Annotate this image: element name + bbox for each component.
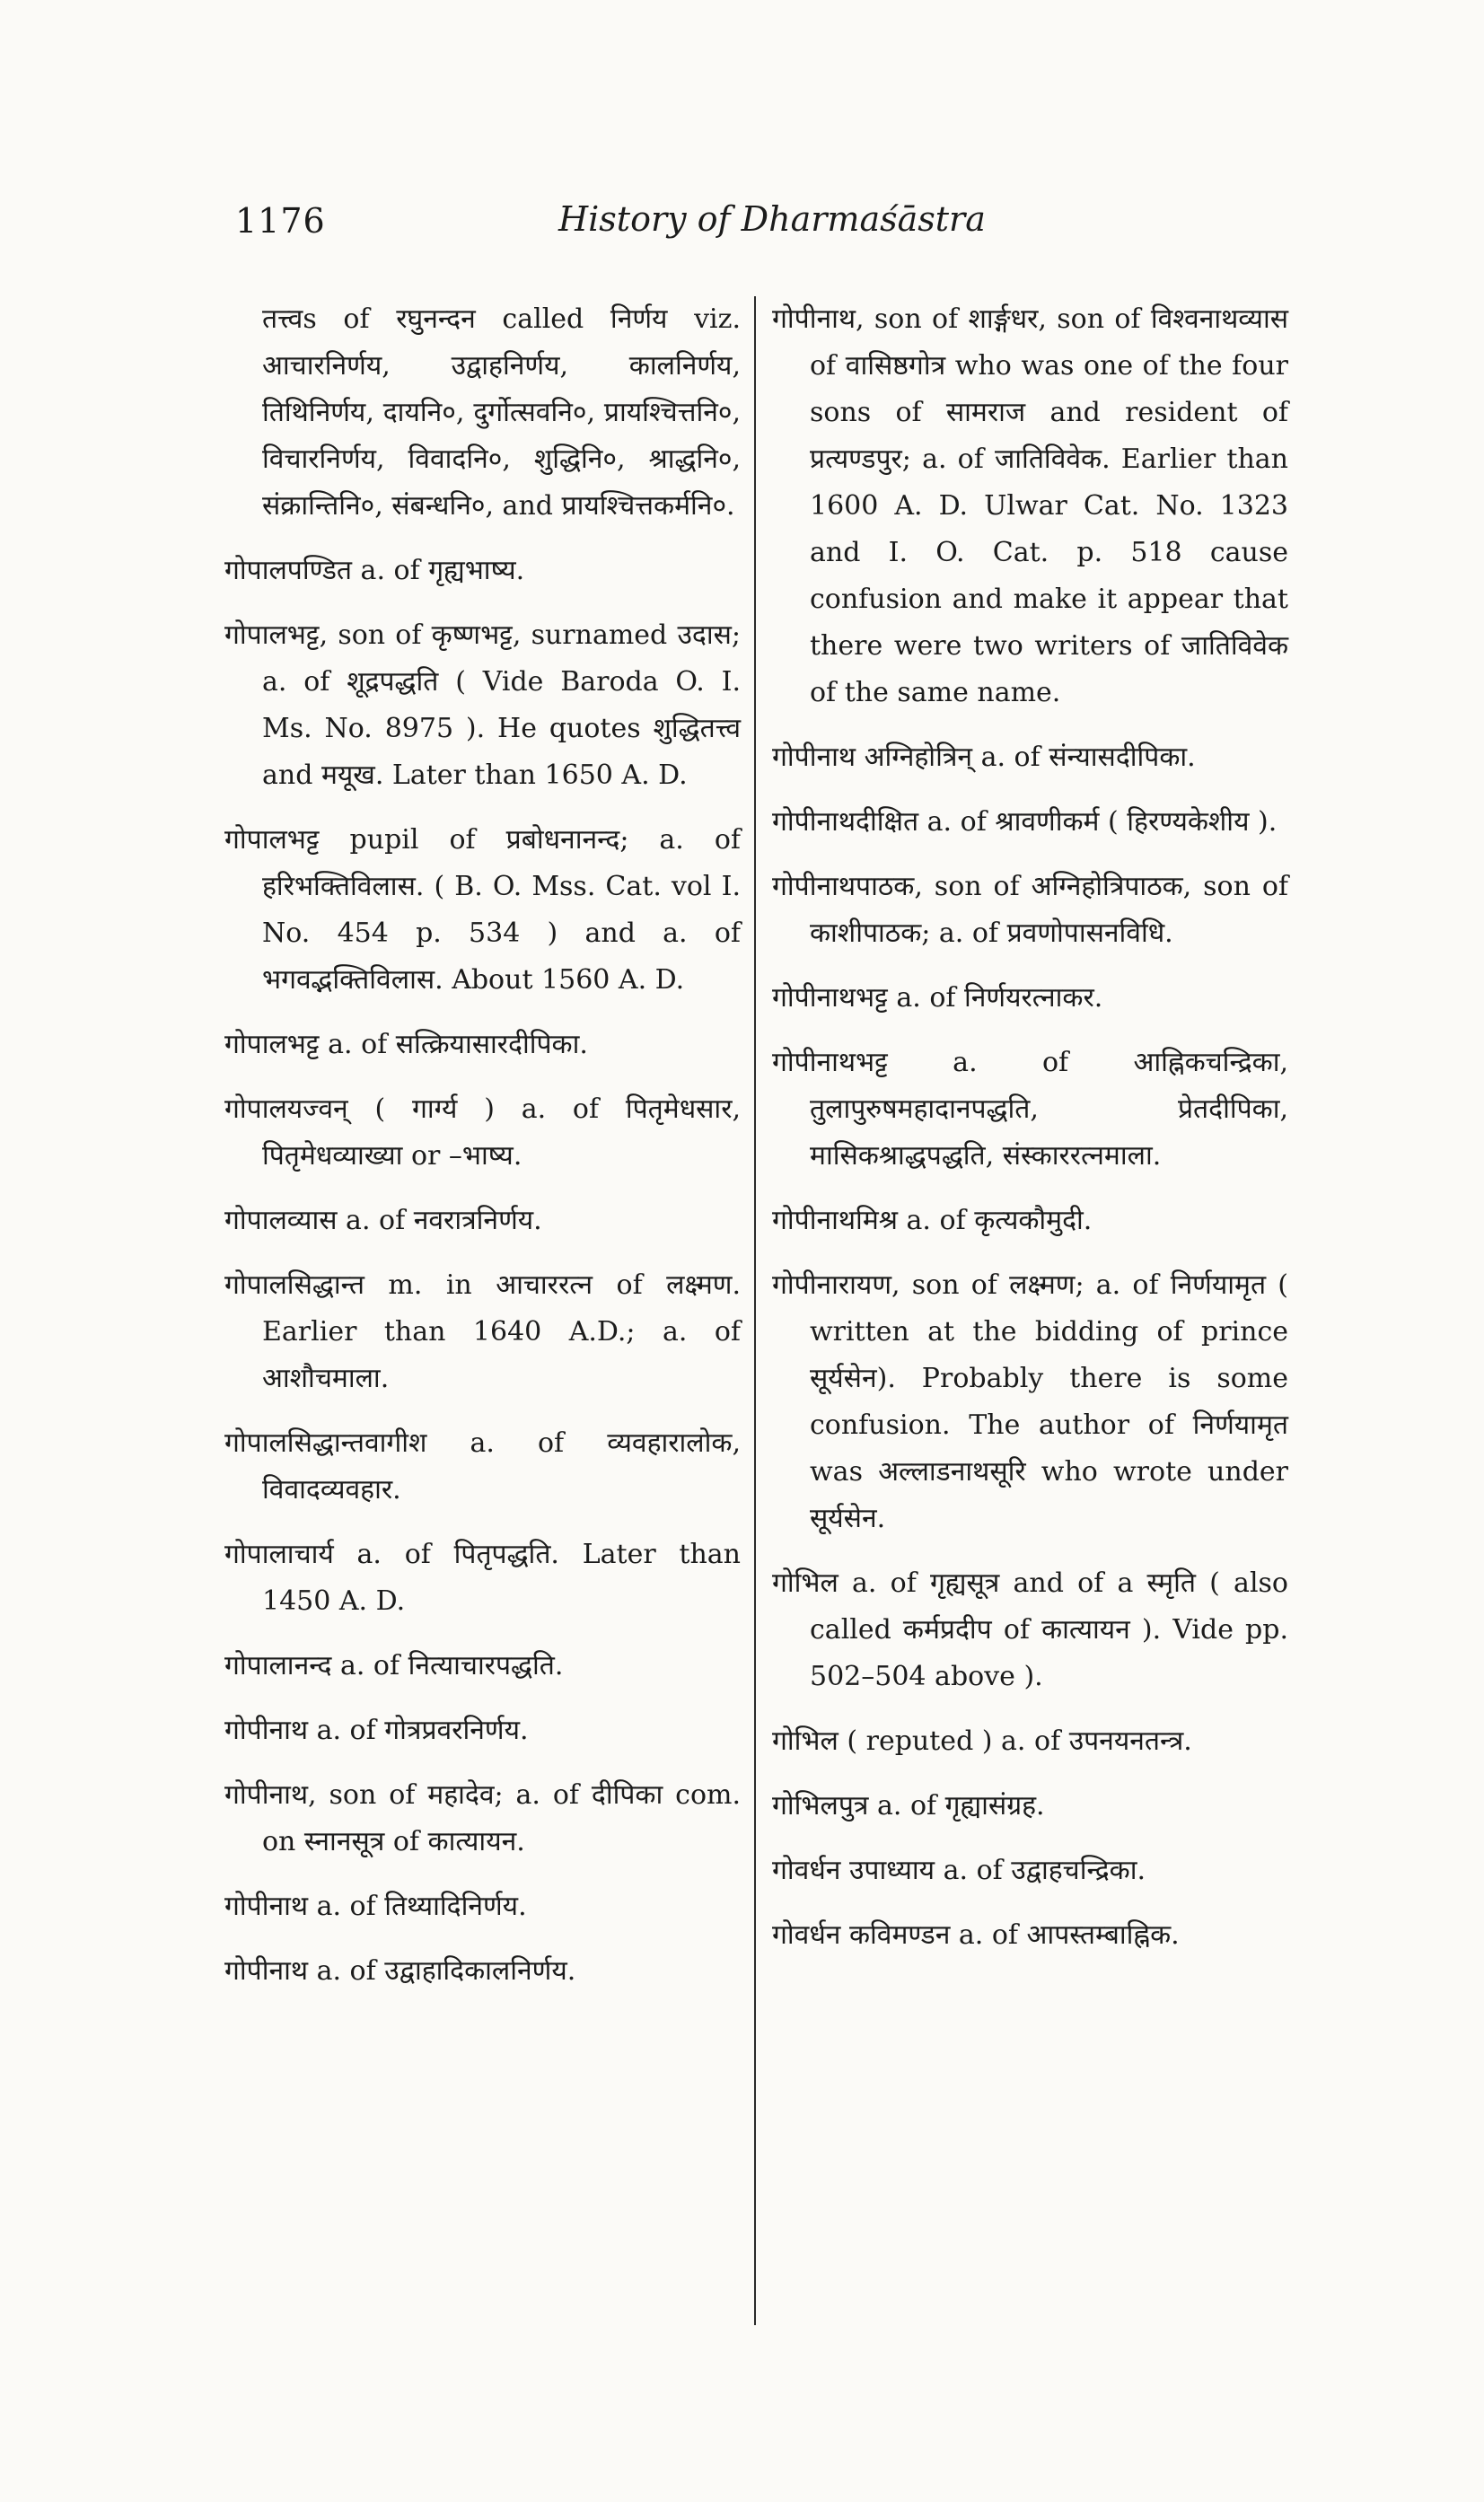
column-divider <box>754 296 756 2325</box>
entry: गोपालभट्ट a. of सत्क्रियासारदीपिका. <box>224 1029 588 1060</box>
left-column <box>224 296 741 2013</box>
running-title: History of Dharmaśāstra <box>558 199 986 239</box>
entry: गोपालव्यास a. of नवरात्रनिर्णय. <box>224 1205 542 1236</box>
entry: गोपालसिद्धान्तवागीश a. of व्यवहारालोक, विवादव्यवहार. <box>224 1427 741 1506</box>
entry: गोपालपण्डित a. of गृह्यभाष्य. <box>224 555 525 586</box>
entry: गोपालभट्ट pupil of प्रबोधनानन्द; a. of हरिभक्तिविलास. ( B. O. Mss. Cat. vol I. No. 454 p. 534 ) and a. of भगवद्भक्तिविलास. About 1560 A. D. <box>224 824 741 996</box>
entry: गोवर्धन उपाध्याय a. of उद्वाहचन्द्रिका. <box>772 1855 1146 1886</box>
entry: गोपीनाथमिश्र a. of कृत्यकौमुदी. <box>772 1205 1093 1236</box>
page-number: 1176 <box>235 201 326 241</box>
entry: गोपीनाथ a. of उद्वाहादिकालनिर्णय. <box>224 1955 576 1987</box>
entry: गोभिलपुत्र a. of गृह्यासंग्रह. <box>772 1790 1045 1822</box>
entry: गोपीनाथदीक्षित a. of श्रावणीकर्म ( हिरण्यकेशीय ). <box>772 806 1278 838</box>
entry: गोपीनाथभट्ट a. of निर्णयरत्नाकर. <box>772 982 1103 1014</box>
entry: गोपीनाथ, son of महादेव; a. of दीपिका com. on स्नानसूत्र of कात्यायन. <box>224 1779 741 1857</box>
entry: गोपीनाथ a. of गोत्रप्रवरनिर्णय. <box>224 1715 529 1746</box>
entry: गोपीनाथ a. of तिथ्यादिनिर्णय. <box>224 1891 527 1922</box>
entry: गोभिल a. of गृह्यसूत्र and of a स्मृति ( also called कर्मप्रदीप of कात्यायन ). Vide pp. 502–504 above ). <box>772 1567 1288 1692</box>
right-column <box>772 296 1288 1977</box>
entry: गोपीनाथ अग्निहोत्रिन् a. of संन्यासदीपिका. <box>772 742 1196 773</box>
entry: गोपीनाथभट्ट a. of आह्निकचन्द्रिका, तुलापुरुषमहादानपद्धति, प्रेतदीपिका, मासिकश्राद्धपद्धति, संस्काररत्नमाला. <box>772 1047 1288 1172</box>
entry: गोपीनारायण, son of लक्ष्मण; a. of निर्णयामृत ( written at the bidding of prince सूर्यसेन). Probably there is some confusion. The author of निर्णयामृत was अल्लाडनाथसूरि who wrote under सूर्यसेन. <box>772 1269 1288 1534</box>
entry: गोभिल ( reputed ) a. of उपनयनतन्त्र. <box>772 1725 1192 1757</box>
entry-continued: तत्त्वs of रघुनन्दन called निर्णय viz. आचारनिर्णय, उद्वाहनिर्णय, कालनिर्णय, तिथिनिर्णय, दायनि०, दुर्गोत्सवनि०, प्रायश्चित्तनि०, विचारनिर्णय, विवादनि०, शुद्धिनि०, श्राद्धनि०, संक्रान्तिनि०, संबन्धनि०, and प्रायश्चित्तकर्मनि०. <box>262 303 741 522</box>
entry: गोपालयज्वन् ( गार्ग्य ) a. of पितृमेधसार, पितृमेधव्याख्या or –भाष्य. <box>224 1093 741 1172</box>
entry: गोपीनाथ, son of शार्ङ्गधर, son of विश्वनाथव्यास of वासिष्ठगोत्र who was one of the four sons of सामराज and resident of प्रत्यण्डपुर; a. of जातिविवेक. Earlier than 1600 A. D. Ulwar Cat. No. 1323 and I. O. Cat. p. 518 cause confusion and make it appear that there were two writers of जातिविवेक of the same name. <box>772 303 1288 708</box>
entry: गोपालाचार्य a. of पितृपद्धति. Later than 1450 A. D. <box>224 1539 741 1617</box>
entry: गोवर्धन कविमण्डन a. of आपस्तम्बाह्निक. <box>772 1919 1180 1951</box>
entry: गोपालानन्द a. of नित्याचारपद्धति. <box>224 1650 564 1681</box>
entry: गोपालसिद्धान्त m. in आचाररत्न of लक्ष्मण. Earlier than 1640 A.D.; a. of आशौचमाला. <box>224 1269 741 1394</box>
entry: गोपीनाथपाठक, son of अग्निहोत्रिपाठक, son of काशीपाठक; a. of प्रवणोपासनविधि. <box>772 871 1288 949</box>
entry: गोपालभट्ट, son of कृष्णभट्ट, surnamed उदास; a. of शूद्रपद्धति ( Vide Baroda O. I. Ms. No. 8975 ). He quotes शुद्धितत्त्व and मयूख. Later than 1650 A. D. <box>224 619 741 791</box>
